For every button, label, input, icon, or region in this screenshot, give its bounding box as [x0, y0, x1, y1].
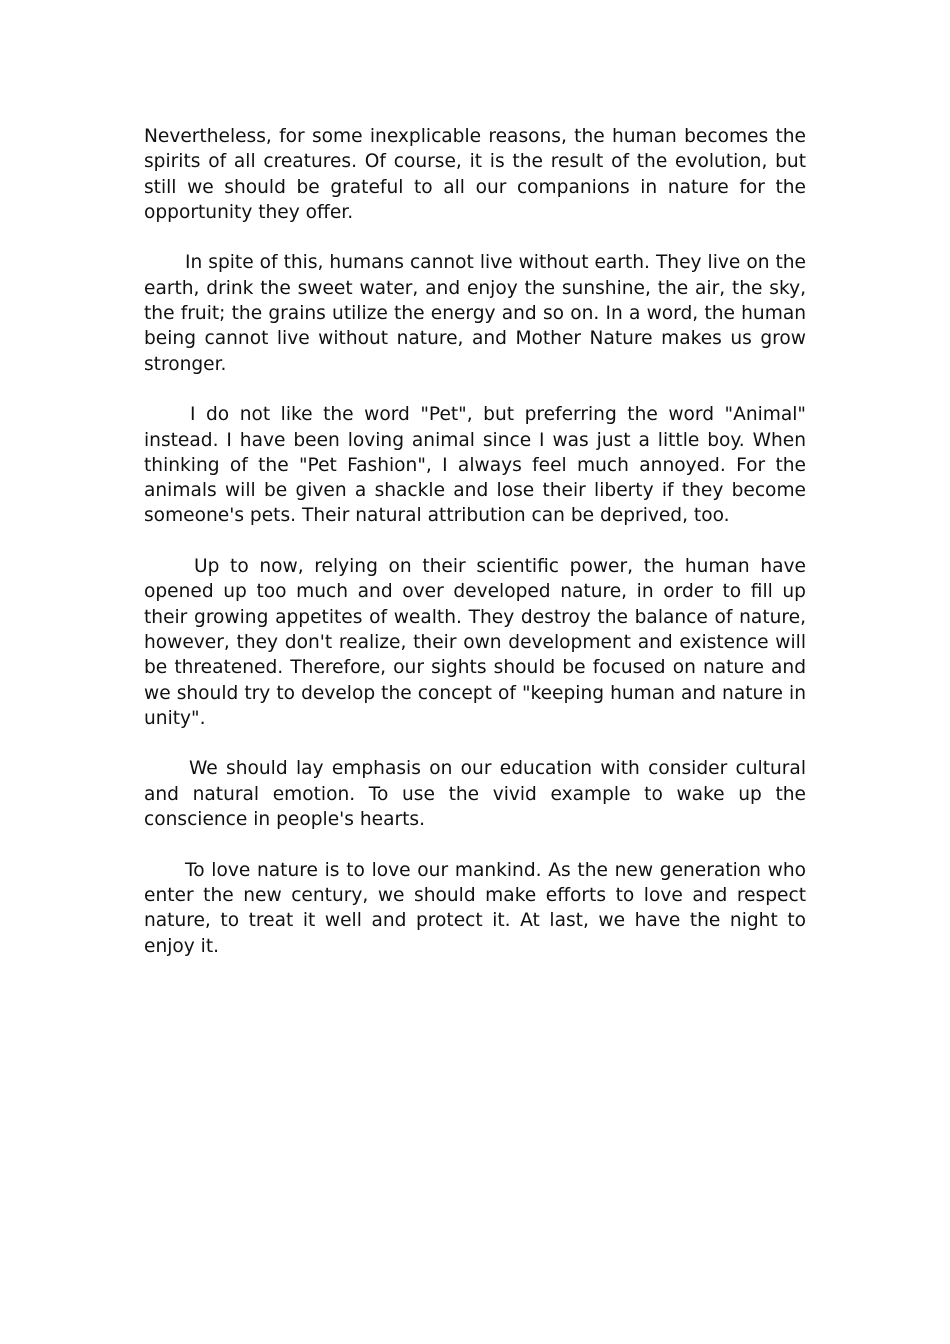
document-body [144, 124, 806, 984]
paragraph-2: In spite of this, humans cannot live without earth. They live on the earth, drink the sweet water, and enjoy the sunshine, the air, the sky, the fruit; the grains utilize the energy and so on. In a word, the human being cannot live without nature, and Mother Nature makes us grow stronger. [144, 252, 806, 375]
paragraph-4: Up to now, relying on their scientific power, the human have opened up too much and over developed nature, in order to fill up their growing appetites of wealth. They destroy the balance of nature, however, they don't realize, their own development and existence will be threatened. Therefore, our sights should be focused on nature and we should try to develop the concept of "keeping human and nature in unity". [144, 556, 806, 729]
paragraph-5: We should lay emphasis on our education with consider cultural and natural emotion. To use the vivid example to wake up the conscience in people's hearts. [144, 758, 806, 831]
paragraph-6: To love nature is to love our mankind. As the new generation who enter the new century, we should make efforts to love and respect nature, to treat it well and protect it. At last, we have the night to enjoy it. [144, 859, 806, 957]
paragraph-3: I do not like the word "Pet", but preferring the word "Animal" instead. I have been loving animal since I was just a little boy. When thinking of the "Pet Fashion", I always feel much annoyed. For the animals will be given a shackle and lose their liberty if they become someone's pets. Their natural attribution can be deprived, too. [144, 404, 806, 527]
paragraph-1: Nevertheless, for some inexplicable reasons, the human becomes the spirits of all creatures. Of course, it is the result of the evolution, but still we should be grateful to all our companions in nature for the opportunity they offer. [144, 126, 806, 223]
